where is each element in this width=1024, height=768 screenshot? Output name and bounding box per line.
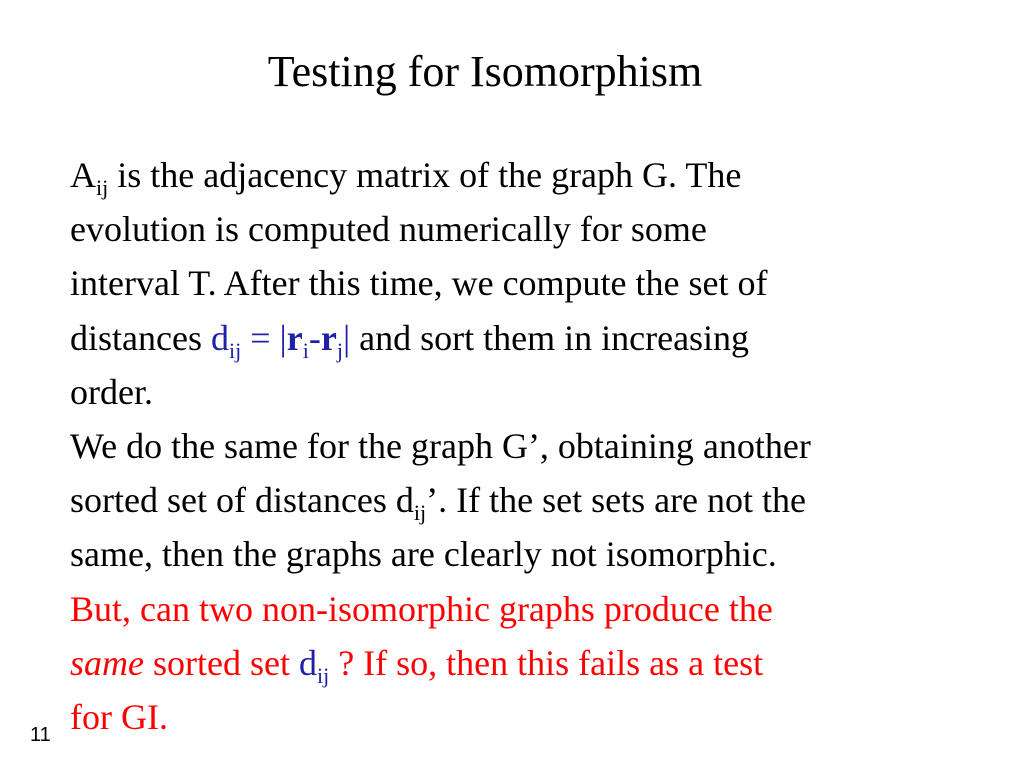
distance-subscript: ij	[316, 662, 330, 688]
body-line-8	[70, 527, 1015, 581]
body-text: order.	[70, 371, 153, 412]
position-subscript-j: j	[336, 337, 343, 363]
body-line-11	[70, 690, 1015, 744]
position-subscript-i: i	[302, 337, 309, 363]
distance-subscript: ij	[228, 337, 242, 363]
body-text: sorted set of distances d	[70, 480, 414, 521]
matrix-subscript: ij	[96, 175, 109, 200]
distance-symbol: d	[298, 642, 317, 683]
body-line-2	[70, 202, 1015, 256]
question-text: But, can two non-isomorphic graphs produce the	[70, 588, 773, 629]
slide-number: 11	[30, 724, 51, 746]
formula-bar: |	[342, 317, 351, 358]
body-line-4	[70, 311, 1015, 365]
slide-body	[70, 148, 1015, 744]
distance-subscript: ij	[413, 500, 427, 526]
body-text: same, then the graphs are clearly not isomorphic.	[70, 534, 777, 575]
matrix-symbol: A	[70, 155, 96, 195]
distance-formula	[210, 317, 351, 363]
body-line-10	[70, 636, 1015, 690]
question-text: sorted set	[144, 642, 299, 683]
body-text: is the adjacency matrix of the graph G. The	[108, 155, 742, 195]
position-vector-j: r	[320, 317, 337, 358]
position-vector-i: r	[286, 317, 303, 358]
emphasis-same: same	[70, 642, 144, 683]
question-text: ? If so, then this fails as a test	[329, 642, 764, 683]
body-text: We do the same for the graph G’, obtaining another	[70, 425, 811, 466]
body-line-3	[70, 256, 1015, 310]
question-text: for GI.	[70, 696, 168, 737]
body-text: interval T. After this time, we compute the set of	[70, 263, 768, 304]
body-text: distances	[70, 317, 211, 358]
distance-symbol: d	[210, 317, 229, 358]
body-text: and sort them in increasing	[350, 317, 750, 358]
body-line-1	[70, 148, 1015, 202]
formula-equals: = |	[241, 317, 287, 358]
slide-title: Testing for Isomorphism	[267, 47, 703, 96]
formula-minus: -	[308, 317, 321, 358]
body-text: ’. If the set sets are not the	[426, 480, 807, 521]
body-line-5	[70, 365, 1015, 419]
body-line-6	[70, 419, 1015, 473]
body-line-9	[70, 582, 1015, 636]
body-line-7	[70, 473, 1015, 527]
distance-formula	[298, 642, 330, 688]
body-text: evolution is computed numerically for some	[70, 209, 707, 250]
